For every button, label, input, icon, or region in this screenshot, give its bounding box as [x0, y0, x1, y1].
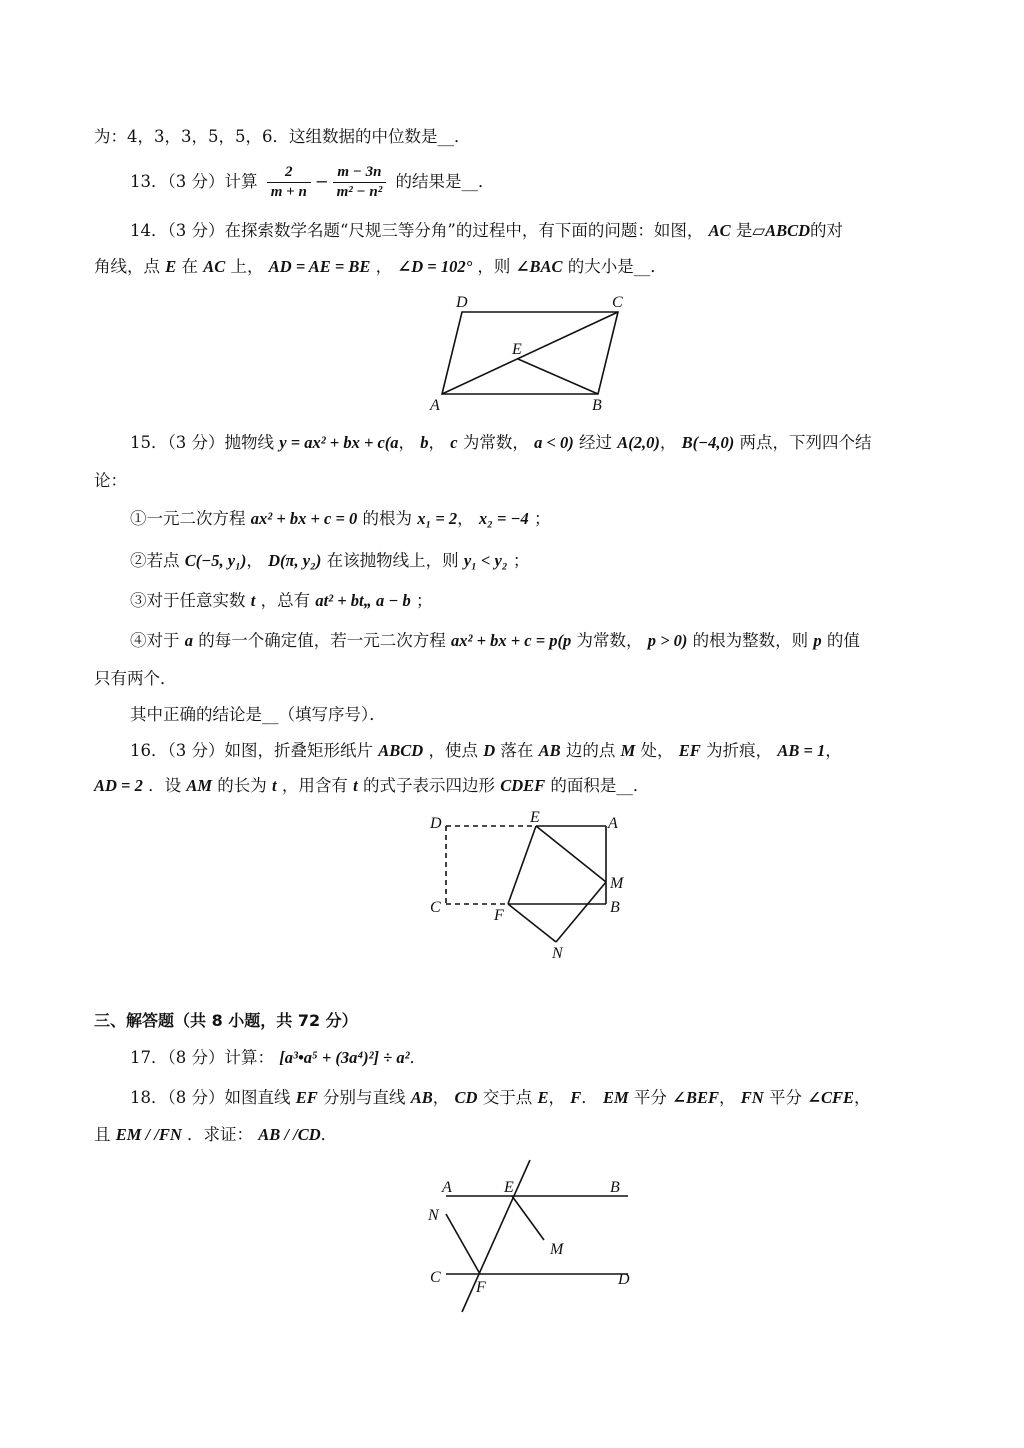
q16-text-1c: 落在	[500, 741, 534, 760]
q13-fraction-2-denominator: m² − n²	[336, 184, 383, 200]
q18-math-ab: AB	[410, 1088, 433, 1107]
q15-c1-d: ；	[534, 509, 551, 528]
q14-parallelogram-figure	[428, 290, 638, 414]
q16-folded-rectangle-figure	[424, 808, 634, 964]
q15-c4-equation: ax² + bx + c = p(p	[451, 631, 572, 650]
q18-text-2a: 且	[94, 1125, 111, 1144]
q14-math-angle-d: ∠D = 102°	[397, 257, 473, 276]
q16-label-m: M	[610, 875, 624, 892]
section-3-heading	[94, 1010, 358, 1032]
q16-line-2	[94, 775, 649, 797]
q15-text-1d: 为常数，	[462, 433, 529, 452]
q13-fraction-2	[333, 163, 387, 202]
q15-text-1a: 15．（3 分）抛物线	[130, 433, 274, 452]
q15-math-b: b	[420, 433, 429, 452]
q14-math-angle-bac: ∠BAC	[515, 257, 563, 276]
q17-line	[130, 1047, 426, 1069]
q16-text-2b: 的长为	[217, 776, 267, 795]
q18-math-angle-bef: ∠BEF	[672, 1088, 720, 1107]
q18-line-1	[130, 1087, 871, 1109]
q16-math-abcd: ABCD	[378, 741, 424, 760]
section-3-title: 三、解答题（共 8 小题，共 72 分）	[94, 1011, 358, 1030]
q14-text-2f: 的大小是__．	[567, 257, 667, 276]
q13-suffix: 的结果是__．	[395, 172, 495, 191]
q16-label-n: N	[552, 945, 563, 962]
q16-math-d: D	[483, 741, 496, 760]
q15-conclusion-4-cont	[94, 668, 177, 690]
q15-conclusion-3	[130, 590, 432, 612]
q14-label-b: B	[592, 397, 602, 414]
q18-text-2c: ．	[320, 1125, 338, 1144]
q18-label-b: B	[610, 1179, 620, 1196]
q15-text-1b: ，	[398, 433, 416, 452]
q15-c4-a: ④对于	[130, 631, 180, 650]
q15-c2-b: ，	[246, 551, 263, 570]
q15-c2-point-d: D(π, y₂)	[268, 551, 322, 570]
q16-math-am: AM	[186, 776, 213, 795]
q15-c1-x1: x₁ = 2	[417, 509, 458, 528]
q15-math-point-a: A(2,0)	[617, 433, 660, 452]
q18-text-1b: 分别与直线	[323, 1088, 406, 1107]
q16-text-1a: 16．（3 分）如图，折叠矩形纸片	[130, 741, 373, 760]
q14-line-1	[130, 220, 843, 242]
q14-text-2d: ，	[375, 257, 393, 276]
q15-c3-b: ，总有	[260, 591, 311, 610]
q14-text-1b: 是	[735, 221, 753, 240]
q16-text-2c: ，用含有	[281, 776, 348, 795]
q18-text-1d: 交于点	[482, 1088, 533, 1107]
q18-math-em: EM	[602, 1088, 629, 1107]
q15-text-2: 论：	[94, 471, 127, 490]
q12-text: 为：4，3，3，5，5，6．这组数据的中位数是__．	[94, 127, 471, 146]
q16-label-f: F	[494, 907, 504, 924]
q18-parallel-lines-figure	[424, 1158, 644, 1318]
q15-c4-c: 为常数，	[576, 631, 643, 650]
q18-label-a: A	[442, 1179, 452, 1196]
q15-text-1g: 两点，下列四个结	[739, 433, 872, 452]
q15-c1-b: 的根为	[362, 509, 412, 528]
q18-math-f: F	[570, 1088, 582, 1107]
q15-line-1	[130, 432, 872, 454]
q16-math-m: M	[620, 741, 636, 760]
q14-text-1c: 的对	[810, 221, 843, 240]
q13-prefix: 13．（3 分）计算	[130, 172, 258, 191]
q14-math-ac2: AC	[203, 257, 226, 276]
q13-fraction-1	[267, 163, 311, 202]
q18-text-2b: ．求证：	[187, 1125, 254, 1144]
q18-text-1e: ，	[548, 1088, 565, 1107]
q16-label-c: C	[430, 899, 441, 916]
q13-fraction-1-numerator: 2	[267, 163, 311, 183]
q18-math-ab-cd: AB / /CD	[258, 1125, 321, 1144]
q15-c2-compare: y₁ < y₂	[463, 551, 508, 570]
q15-c2-point-c: C(−5, y₁)	[184, 551, 247, 570]
q15-c3-inequality: at² + bt„ a − b	[315, 591, 411, 610]
q16-math-t2: t	[353, 776, 358, 795]
q15-c1-a: ①一元二次方程	[130, 509, 246, 528]
q16-text-2e: 的面积是__．	[550, 776, 650, 795]
q16-label-d: D	[430, 815, 442, 832]
q18-math-angle-cfe: ∠CFE	[807, 1088, 855, 1107]
q15-math-a-neg: a < 0)	[534, 433, 574, 452]
q14-line-2	[94, 256, 667, 278]
q14-math-e: E	[165, 257, 177, 276]
q15-conclusion-1	[130, 508, 551, 530]
q12-line	[94, 126, 471, 148]
q15-c2-a: ②若点	[130, 551, 180, 570]
q15-c4-d: 的根为整数，则	[692, 631, 809, 650]
q16-math-ef: EF	[678, 741, 701, 760]
q14-math-equal-sides: AD = AE = BE	[268, 257, 371, 276]
q15-c3-a: ③对于任意实数	[130, 591, 246, 610]
q18-text-1i: 平分	[768, 1088, 802, 1107]
q18-label-m: M	[550, 1241, 564, 1258]
q18-math-fn: FN	[740, 1088, 764, 1107]
q15-c3-t: t	[250, 591, 256, 610]
q18-label-n: N	[428, 1207, 439, 1224]
q16-math-ad-eq: AD = 2	[94, 776, 143, 795]
q15-c2-c: 在该抛物线上，则	[326, 551, 459, 570]
q16-math-ab-eq: AB = 1	[777, 741, 826, 760]
q15-c4-a-var: a	[184, 631, 193, 650]
q14-text-2b: 在	[181, 257, 199, 276]
q13-line	[130, 162, 494, 202]
q15-c1-x2: x₂ = −4	[478, 509, 529, 528]
q18-math-e: E	[537, 1088, 549, 1107]
q15-text-1e: 经过	[579, 433, 613, 452]
q18-text-1f: ．	[581, 1088, 598, 1107]
q15-c4-b: 的每一个确定值，若一元二次方程	[198, 631, 446, 650]
q14-label-e: E	[512, 341, 522, 358]
q15-math-parabola: y = ax² + bx + c(a	[279, 433, 399, 452]
q15-math-c: c	[450, 433, 458, 452]
q16-math-t: t	[272, 776, 277, 795]
q15-c3-c: ；	[415, 591, 433, 610]
q15-c1-c: ，	[457, 509, 474, 528]
q18-line-2	[94, 1124, 337, 1146]
q14-text-2e: ，则	[477, 257, 511, 276]
q17-expression: [a³•a⁵ + (3a⁴)²] ÷ a²	[279, 1048, 410, 1067]
q16-label-b: B	[610, 899, 620, 916]
q18-text-1c: ，	[432, 1088, 450, 1107]
q16-text-1e: 处，	[640, 741, 674, 760]
q17-text-a: 17．（8 分）计算：	[130, 1048, 274, 1067]
q15-line-2	[94, 470, 127, 492]
q16-text-1f: 为折痕，	[706, 741, 773, 760]
q14-label-a: A	[430, 397, 440, 414]
q15-conclusion-2	[130, 550, 529, 572]
q13-fraction-2-numerator: m − 3n	[333, 163, 387, 183]
q15-c4-line2: 只有两个．	[94, 669, 177, 688]
q14-text-2c: 上，	[230, 257, 264, 276]
q18-text-1h: ，	[719, 1088, 736, 1107]
q16-line-1	[130, 740, 842, 762]
q16-text-1g: ，	[825, 741, 842, 760]
q15-c1-equation: ax² + bx + c = 0	[250, 509, 358, 528]
q15-conclusion-4	[130, 630, 860, 652]
q15-c4-p-positive: p > 0)	[647, 631, 688, 650]
q16-text-1d: 边的点	[565, 741, 616, 760]
q18-text-1a: 18．（8 分）如图直线	[130, 1088, 291, 1107]
q17-text-b: ．	[409, 1048, 427, 1067]
q13-minus: −	[314, 172, 329, 191]
q13-fraction-1-denominator: m + n	[270, 184, 307, 200]
q14-math-ac: AC	[708, 221, 731, 240]
q14-text-1a: 14．（3 分）在探索数学名题“尺规三等分角”的过程中，有下面的问题：如图，	[130, 221, 704, 240]
q15-c4-p: p	[813, 631, 822, 650]
q15-ask	[130, 704, 386, 726]
q15-text-1f: ，	[659, 433, 677, 452]
q18-text-1g: 平分	[633, 1088, 667, 1107]
q16-text-2d: 的式子表示四边形	[362, 776, 495, 795]
q16-math-ab: AB	[538, 741, 561, 760]
q15-c2-d: ；	[512, 551, 530, 570]
q15-c4-e: 的值	[826, 631, 860, 650]
q18-math-ef: EF	[295, 1088, 318, 1107]
q18-label-e: E	[504, 1179, 514, 1196]
q16-math-cdef: CDEF	[500, 776, 546, 795]
q15-text-1c: ，	[428, 433, 446, 452]
q16-text-1b: ，使点	[428, 741, 478, 760]
q14-text-2a: 角线，点	[94, 257, 160, 276]
q14-label-d: D	[456, 294, 468, 311]
q18-text-1j: ，	[854, 1088, 871, 1107]
q18-math-cd: CD	[454, 1088, 478, 1107]
q15-ask-text: 其中正确的结论是__（填写序号）．	[130, 705, 386, 724]
q18-label-f: F	[476, 1279, 486, 1296]
q15-math-point-b: B(−4,0)	[681, 433, 735, 452]
q18-label-d: D	[618, 1271, 630, 1288]
q14-math-abcd: ▱ABCD	[752, 221, 810, 240]
q18-math-em-fn: EM / /FN	[115, 1125, 182, 1144]
q16-label-e: E	[530, 809, 540, 826]
q16-label-a: A	[608, 815, 618, 832]
q18-label-c: C	[430, 1269, 441, 1286]
q14-label-c: C	[612, 294, 623, 311]
q16-text-2a: ．设	[148, 776, 182, 795]
